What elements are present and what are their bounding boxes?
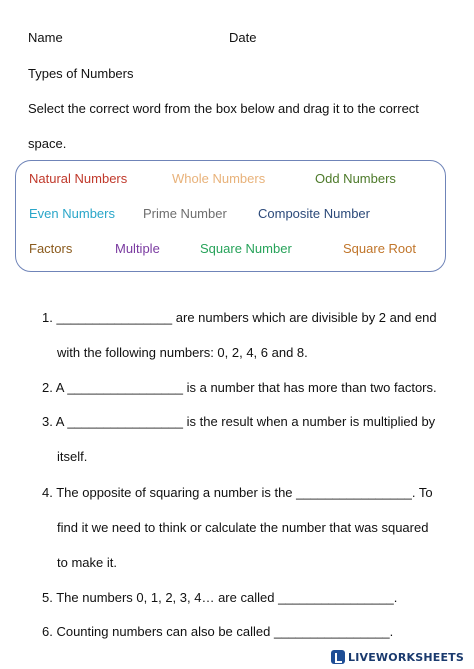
answer-blank-2[interactable]: ________________ <box>67 380 183 395</box>
date-label: Date <box>229 30 257 45</box>
word-multiple[interactable]: Multiple <box>115 241 160 256</box>
word-even-numbers[interactable]: Even Numbers <box>29 206 115 221</box>
question-3-line-1 <box>42 414 435 429</box>
question-2-prefix: 2. A <box>42 380 68 395</box>
question-3-line-2: itself. <box>57 449 88 464</box>
question-6-suffix: . <box>389 624 394 639</box>
question-5 <box>42 590 397 605</box>
question-4-line-1 <box>42 485 433 500</box>
word-prime-number[interactable]: Prime Number <box>143 206 227 221</box>
liveworksheets-logo-icon <box>331 650 345 664</box>
answer-blank-6[interactable]: ________________ <box>273 624 390 639</box>
question-2 <box>42 380 437 395</box>
question-4-line-3: to make it. <box>57 555 117 570</box>
question-1-line-1 <box>42 310 437 325</box>
question-1-number: 1. <box>42 310 57 325</box>
answer-blank-1[interactable]: ________________ <box>56 310 173 325</box>
question-1-text: are numbers which are divisible by 2 and end <box>172 310 437 325</box>
question-1-line-2: with the following numbers: 0, 2, 4, 6 and 8. <box>57 345 308 360</box>
word-odd-numbers[interactable]: Odd Numbers <box>315 171 396 186</box>
question-4-prefix: 4. The opposite of squaring a number is the <box>42 485 297 500</box>
answer-blank-5[interactable]: ________________ <box>278 590 394 605</box>
answer-blank-3[interactable]: ________________ <box>67 414 183 429</box>
question-5-suffix: . <box>393 590 398 605</box>
question-3-prefix: 3. A <box>42 414 68 429</box>
question-5-text: 5. The numbers 0, 1, 2, 3, 4… are called <box>42 590 279 605</box>
name-label: Name <box>28 30 63 45</box>
instruction-line-1: Select the correct word from the box below and drag it to the correct <box>28 101 419 116</box>
question-3-text: is the result when a number is multiplied by <box>183 414 436 429</box>
question-2-text: is a number that has more than two factors. <box>183 380 437 395</box>
worksheet-title: Types of Numbers <box>28 66 134 81</box>
question-4-line-2: find it we need to think or calculate the number that was squared <box>57 520 429 535</box>
word-composite-number[interactable]: Composite Number <box>258 206 370 221</box>
question-6 <box>42 624 393 639</box>
instruction-line-2: space. <box>28 136 67 151</box>
word-square-number[interactable]: Square Number <box>200 241 292 256</box>
question-4-suffix: . To <box>411 485 433 500</box>
liveworksheets-footer <box>331 649 464 665</box>
word-square-root[interactable]: Square Root <box>343 241 416 256</box>
brand-name: LIVEWORKSHEETS <box>348 650 464 664</box>
question-6-text: 6. Counting numbers can also be called <box>42 624 274 639</box>
word-natural-numbers[interactable]: Natural Numbers <box>29 171 128 186</box>
word-factors[interactable]: Factors <box>29 241 73 256</box>
word-whole-numbers[interactable]: Whole Numbers <box>172 171 266 186</box>
answer-blank-4[interactable]: ________________ <box>296 485 412 500</box>
word-bank-box <box>15 160 446 272</box>
